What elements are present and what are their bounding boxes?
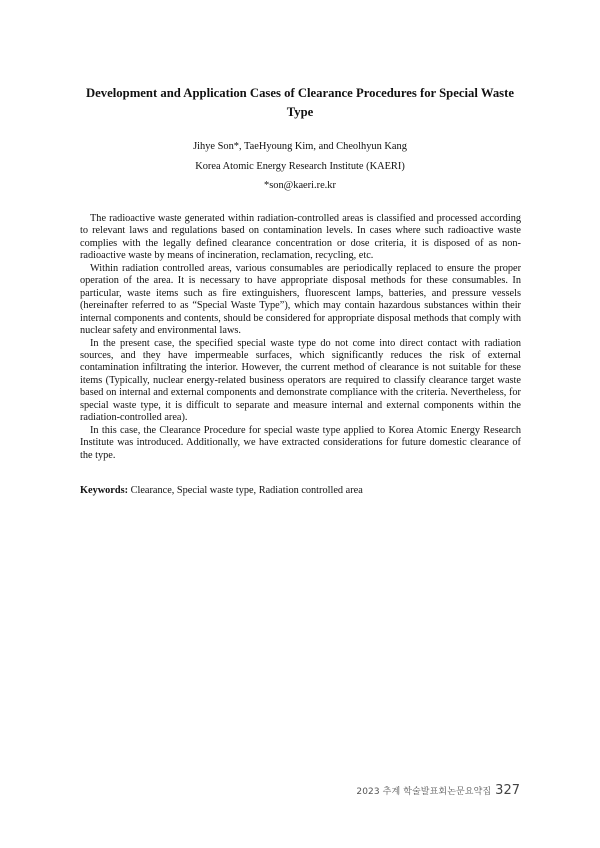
author-list: Jihye Son*, TaeHyoung Kim, and Cheolhyun Kang	[193, 141, 407, 152]
abstract-body	[80, 213, 521, 462]
page-number: 327	[495, 783, 520, 798]
abstract-paragraph: In the present case, the specified special waste type do not come into direct contact with radiation sources, and they have impermeable surfaces, which significantly reduces the risk of external contamination infiltrating the interior. However, the current method of clearance is not suitable for these items (Typically, nuclear energy-related business operators are required to classify clearance target waste based on internal and external components and demonstrate compliance with the criteria. Nevertheless, for special waste type, it is difficult to separate and measure internal and external components within the radiation-controlled area).	[80, 337, 521, 424]
proceedings-title: 2023 추계 학술발표회논문요약집	[356, 787, 492, 797]
contact-email: *son@kaeri.re.kr	[264, 180, 336, 191]
keywords-line	[80, 484, 521, 497]
page-footer	[356, 779, 520, 798]
abstract-paragraph: Within radiation controlled areas, various consumables are periodically replaced to ensure the proper operation of the area. It is necessary to have appropriate disposal methods for these consumables. In particular, waste items such as fire extinguishers, fluorescent lamps, batteries, and pressure vessels (hereinafter referred to as “Special Waste Type”), which may contain hazardous substances within their internal components and contents, should be considered for appropriate disposal methods that comply with nuclear safety and environmental laws.	[80, 262, 521, 337]
keywords-text: Clearance, Special waste type, Radiation controlled area	[128, 485, 363, 496]
abstract-paragraph: In this case, the Clearance Procedure for special waste type applied to Korea Atomic Energy Research Institute was introduced. Additionally, we have extracted considerations for future domestic clearance of the type.	[80, 424, 521, 461]
keywords-label: Keywords:	[80, 485, 129, 496]
abstract-paragraph: The radioactive waste generated within radiation-controlled areas is classified and processed according to relevant laws and regulations based on contamination levels. In cases where such radioactive waste complies with the legally defined clearance concentration or dose criteria, it is disposed of as non-radioactive waste by means of incineration, reclamation, recycling, etc.	[80, 213, 521, 262]
affiliation: Korea Atomic Energy Research Institute (KAERI)	[195, 161, 405, 172]
paper-title: Development and Application Cases of Clearance Procedures for Special Waste Type	[86, 86, 514, 119]
